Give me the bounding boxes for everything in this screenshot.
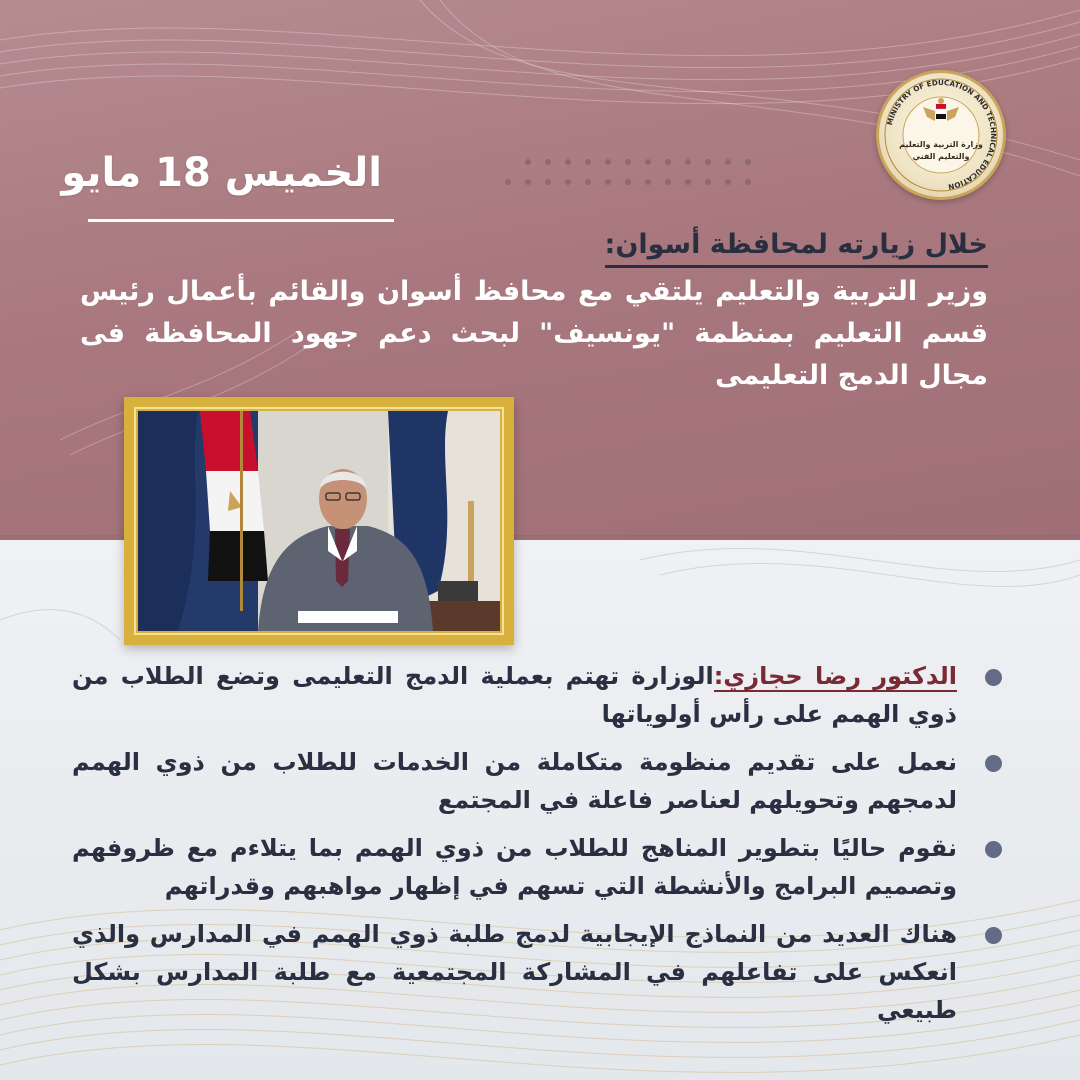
logo-ring-text: MINISTRY OF EDUCATION AND TECHNICAL EDUCATION: [884, 77, 999, 192]
bullet-text: الوزارة تهتم بعملية الدمج التعليمى وتضع الطلاب من ذوي الهمم على رأس أولوياتها: [72, 662, 957, 728]
minister-portrait-icon: [138, 411, 500, 631]
bullet-text: نعمل على تقديم منظومة متكاملة من الخدمات للطلاب من ذوي الهمم لدمجهم وتحويلهم لعناصر فاعلة في المجتمع: [72, 748, 957, 814]
ministry-eagle-emblem-icon: [879, 73, 1003, 197]
bullet-dot-icon: [985, 669, 1002, 686]
bullet-dot-icon: [985, 841, 1002, 858]
photo-frame: [124, 397, 514, 645]
bullet-item: [72, 657, 1012, 733]
svg-text:والتعليم الفني: والتعليم الفني: [912, 152, 970, 161]
bullet-list: [72, 657, 1012, 1039]
headline-text: وزير التربية والتعليم يلتقي مع محافظ أسوان والقائم بأعمال رئيس قسم التعليم بمنظمة "يونسيف" لبحث دعم جهود المحافظة فى مجال الدمج التعليمى: [80, 276, 988, 391]
bullet-text: نقوم حاليًا بتطوير المناهج للطلاب من ذوي الهمم بما يتلاءم مع ظروفهم وتصميم البرامج والأنشطة التي تسهم في إظهار مواهبهم وقدراتهم: [72, 834, 957, 900]
bullet-item: [72, 743, 1012, 819]
bullet-dot-icon: [985, 755, 1002, 772]
bullet-text: هناك العديد من النماذج الإيجابية لدمج طلبة ذوي الهمم في المدارس والذي انعكس على تفاعلهم في المشاركة المجتمعية مع طلبة المدارس بشكل طبيعي: [72, 920, 957, 1024]
ministry-logo: [876, 70, 1006, 200]
bullet-lead: الدكتور رضا حجازي:: [713, 662, 958, 690]
bullet-dot-icon: [985, 927, 1002, 944]
date-label: الخميس 18 مايو: [61, 150, 382, 196]
headline-block: [80, 226, 988, 397]
bullet-item: [72, 829, 1012, 905]
svg-text:وزارة التربية والتعليم: وزارة التربية والتعليم: [899, 140, 983, 149]
minister-photo: [138, 411, 500, 631]
headline-kicker: خلال زيارته لمحافظة أسوان:: [605, 226, 988, 268]
dotted-divider: [498, 152, 758, 192]
bullet-item: [72, 915, 1012, 1029]
date-underline: [88, 219, 394, 222]
